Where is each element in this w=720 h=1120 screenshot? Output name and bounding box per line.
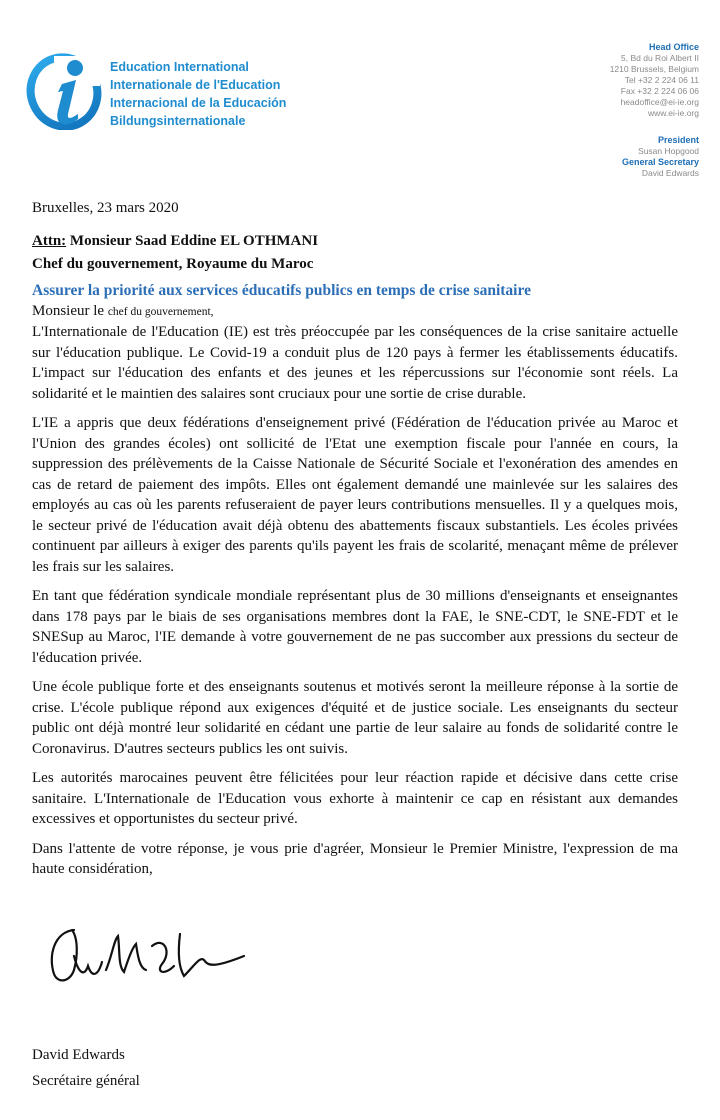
president-name: Susan Hopgood (638, 146, 699, 156)
secretary-label: General Secretary (621, 157, 699, 167)
handwritten-signature (44, 926, 249, 988)
office-address-1: 5, Bd du Roi Albert II (621, 53, 699, 63)
letter-date: Bruxelles, 23 mars 2020 (32, 200, 179, 216)
recipient-block (32, 230, 318, 276)
office-address-2: 1210 Brussels, Belgium (609, 64, 699, 74)
president-label: President (657, 135, 699, 145)
paragraph-2: L'IE a appris que deux fédérations d'enseignement privé (Fédération de l'éducation privée au Maroc et l'Union des grandes écoles) ont sollicité de l'Etat une exemption fiscale pour l'année en cours, la suppression des prélèvements de la Caisse Nationale de Sécurité Sociale et l'exonération des amendes en cas de retard de paiement des impôts. Elles ont également demandé une mainlevée sur les salaires des employés au cas où les parents refuseraient de payer leurs contributions mensuelles. Il y a quelques mois, le secteur privé de l'éducation avait déjà obtenu des abattements fiscaux substantiels. Les écoles privées continuent par ailleurs à exiger des parents qu'ils payent les frais de scolarité, menaçant même de prélever les frais sur les salaires. (32, 415, 678, 575)
paragraph-3: En tant que fédération syndicale mondiale représentant plus de 30 millions d'enseignants et enseignantes dans 178 pays par le biais de ses organisations membres dont la FAE, le SNE-CDT, le SNE-FDT et le SNESup au Maroc, l'IE demande à votre gouvernement de ne pas succomber aux pressions du secteur de l'éducation privée. (32, 588, 678, 666)
paragraph-5: Les autorités marocaines peuvent être félicitées pour leur réaction rapide et décisive dans cette crise sanitaire. L'Internationale de l'Education vous exhorte à maintenir ce cap en résistant aux demandes excessives et opportunistes du secteur privé. (32, 770, 678, 827)
ei-logo (22, 50, 102, 130)
organization-names (110, 58, 286, 130)
attn-name: Monsieur Saad Eddine EL OTHMANI (66, 233, 319, 249)
salutation-small: chef du gouvernement, (107, 306, 214, 318)
letter-body (32, 322, 678, 889)
head-office-label: Head Office (648, 42, 699, 52)
salutation (32, 303, 214, 320)
office-phone: Tel +32 2 224 06 11 (624, 75, 699, 85)
org-name-de: Bildungsinternationale (110, 114, 246, 128)
letter-subject: Assurer la priorité aux services éducatifs publics en temps de crise sanitaire (32, 282, 531, 299)
signature-block (32, 1042, 140, 1094)
attn-line (32, 230, 318, 253)
office-website: www.ei-ie.org (647, 108, 699, 118)
office-fax: Fax +32 2 224 06 06 (620, 86, 699, 96)
salutation-main: Monsieur le (32, 303, 108, 319)
paragraph-6: Dans l'attente de votre réponse, je vous prie d'agréer, Monsieur le Premier Ministre, l'expression de ma haute considération, (32, 840, 678, 877)
recipient-title: Chef du gouvernement, Royaume du Maroc (32, 256, 314, 272)
attn-label: Attn: (32, 233, 67, 249)
signer-title: Secrétaire général (32, 1073, 140, 1089)
secretary-name: David Edwards (641, 168, 699, 178)
office-email: headoffice@ei-ie.org (620, 97, 699, 107)
office-details (610, 42, 699, 179)
org-name-en: Education International (110, 60, 249, 74)
org-name-fr: Internationale de l'Education (110, 78, 281, 92)
org-name-es: Internacional de la Educación (110, 96, 287, 110)
paragraph-4: Une école publique forte et des enseignants soutenus et motivés seront la meilleure réponse à la sortie de crise. L'école publique répond aux exigences d'équité et de justice sociale. Les enseignants du secteur public ont déjà montré leur solidarité en cédant une partie de leur salaire au fonds de solidarité contre le Coronavirus. D'autres secteurs publics les ont suivis. (32, 679, 678, 757)
paragraph-1: L'Internationale de l'Education (IE) est très préoccupée par les conséquences de la crise sanitaire actuelle sur l'éducation publique. Le Covid-19 a conduit plus de 120 pays à fermer les établissements éducatifs. L'impact sur l'éducation des enfants et des jeunes et les répercussions sur l'économie sont réels. La solidarité et le maintien des salaires sont cruciaux pour une sortie de crise durable. (32, 324, 678, 402)
signer-name: David Edwards (32, 1047, 125, 1063)
